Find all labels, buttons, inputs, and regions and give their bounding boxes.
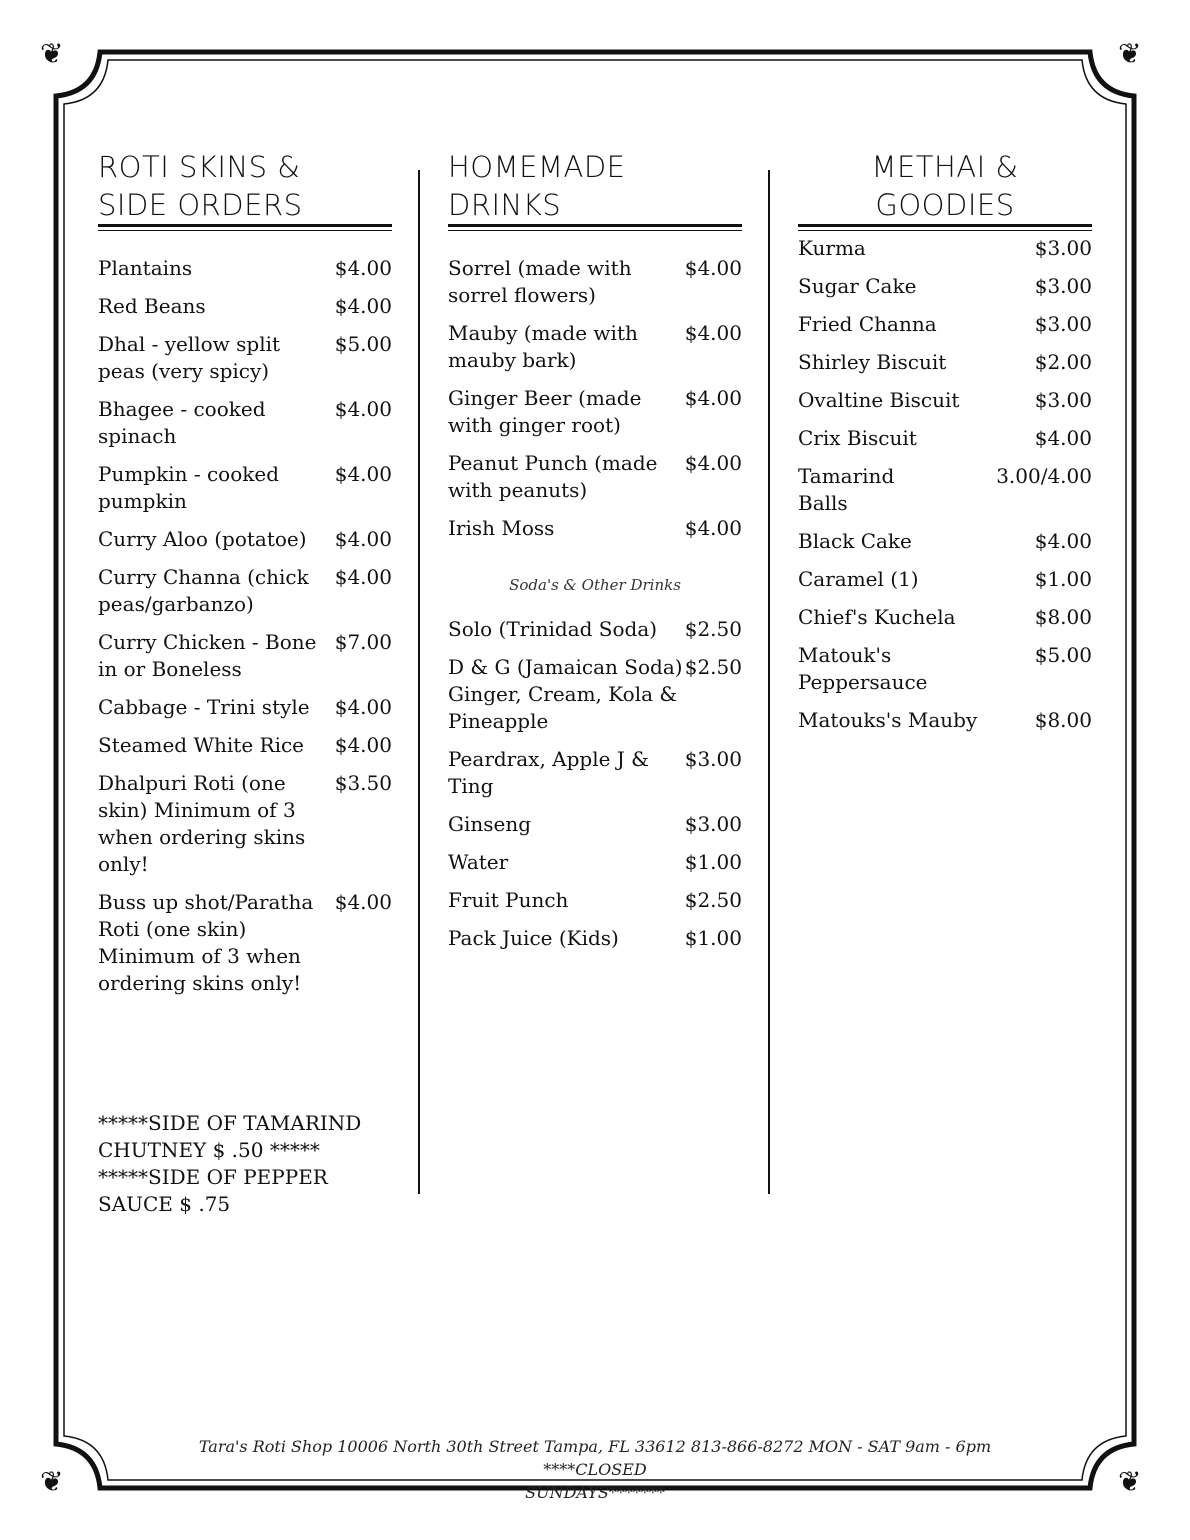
section-heading bbox=[448, 148, 742, 224]
menu-item bbox=[798, 387, 1092, 414]
item-name: Kurma bbox=[798, 236, 866, 260]
item-name: Tamarind Balls bbox=[798, 464, 895, 515]
menu-item bbox=[98, 526, 392, 553]
item-name: Shirley Biscuit bbox=[798, 350, 947, 374]
menu-item bbox=[98, 732, 392, 759]
item-name: Curry Channa (chick peas/garbanzo) bbox=[98, 565, 309, 616]
item-price: $1.00 bbox=[684, 850, 742, 874]
item-name: Plantains bbox=[98, 256, 193, 280]
menu-item bbox=[98, 396, 392, 450]
item-price: $4.00 bbox=[334, 527, 392, 551]
menu-item bbox=[98, 694, 392, 721]
item-price: $8.00 bbox=[1034, 605, 1092, 629]
item-name: Steamed White Rice bbox=[98, 733, 305, 757]
item-price: $4.00 bbox=[334, 695, 392, 719]
item-name: Caramel (1) bbox=[798, 567, 919, 591]
column-divider bbox=[418, 170, 420, 1194]
heading-line: DRINKS bbox=[448, 188, 562, 222]
menu-item bbox=[98, 293, 392, 320]
item-name: Crix Biscuit bbox=[798, 426, 917, 450]
heading-line: SIDE ORDERS bbox=[98, 188, 303, 222]
item-price: $2.00 bbox=[1034, 350, 1092, 374]
menu-item bbox=[798, 566, 1092, 593]
column-methai-goodies bbox=[798, 148, 1092, 745]
item-name: Buss up shot/Paratha Roti (one skin) Minimum of 3 when ordering skins only! bbox=[98, 890, 314, 995]
item-name: Curry Aloo (potatoe) bbox=[98, 527, 307, 551]
item-price: $4.00 bbox=[334, 294, 392, 318]
menu-item bbox=[448, 616, 742, 643]
item-price: $1.00 bbox=[1034, 567, 1092, 591]
side-sauce-note bbox=[98, 1110, 392, 1218]
corner-ornament-top-left-icon: ❦ bbox=[40, 37, 64, 70]
corner-ornament-bottom-right-icon: ❦ bbox=[1118, 1465, 1142, 1498]
menu-item bbox=[448, 515, 742, 542]
menu-item bbox=[98, 331, 392, 385]
item-name: Mauby (made with mauby bark) bbox=[448, 321, 638, 372]
item-name: Matouk's Peppersauce bbox=[798, 643, 928, 694]
menu-item bbox=[448, 654, 742, 735]
item-price: $2.50 bbox=[684, 655, 742, 679]
menu-item bbox=[798, 604, 1092, 631]
item-name: Pack Juice (Kids) bbox=[448, 926, 619, 950]
item-price: $3.00 bbox=[1034, 274, 1092, 298]
menu-item bbox=[448, 925, 742, 952]
menu-item bbox=[798, 463, 1092, 517]
footer-line: Tara's Roti Shop 10006 North 30th Street Tampa, FL 33612 813-866-8272 MON - SAT 9am - 6pm ****CLOSED bbox=[198, 1437, 992, 1479]
item-name: Fried Channa bbox=[798, 312, 937, 336]
item-name: Solo (Trinidad Soda) bbox=[448, 617, 658, 641]
item-price: $7.00 bbox=[334, 630, 392, 654]
item-name: Ovaltine Biscuit bbox=[798, 388, 960, 412]
item-price: $4.00 bbox=[334, 462, 392, 486]
menu-item bbox=[798, 273, 1092, 300]
note-line: SAUCE $ .75 bbox=[98, 1192, 231, 1216]
item-name: Sugar Cake bbox=[798, 274, 917, 298]
footer-line: SUNDAYS******* bbox=[525, 1483, 665, 1502]
item-name: Dhalpuri Roti (one skin) Minimum of 3 when ordering skins only! bbox=[98, 771, 306, 876]
item-price: $4.00 bbox=[684, 386, 742, 410]
heading-rule bbox=[798, 224, 1092, 231]
column-roti-skins bbox=[98, 148, 392, 1008]
menu-item bbox=[98, 889, 392, 997]
menu-item bbox=[98, 564, 392, 618]
item-name: Cabbage - Trini style bbox=[98, 695, 310, 719]
item-name: Sorrel (made with sorrel flowers) bbox=[448, 256, 632, 307]
heading-line: METHAI & bbox=[871, 150, 1019, 184]
menu-item bbox=[798, 425, 1092, 452]
item-price: $3.00 bbox=[1034, 236, 1092, 260]
corner-ornament-top-right-icon: ❦ bbox=[1118, 37, 1142, 70]
item-name: Black Cake bbox=[798, 529, 912, 553]
menu-item bbox=[98, 629, 392, 683]
menu-item bbox=[798, 311, 1092, 338]
menu-item bbox=[798, 642, 1092, 696]
item-price: $4.00 bbox=[334, 256, 392, 280]
item-name: Curry Chicken - Bone in or Boneless bbox=[98, 630, 317, 681]
item-name: Chief's Kuchela bbox=[798, 605, 956, 629]
item-price: $4.00 bbox=[334, 890, 392, 914]
item-name: Pumpkin - cooked pumpkin bbox=[98, 462, 280, 513]
menu-item bbox=[798, 528, 1092, 555]
menu-item bbox=[448, 746, 742, 800]
menu-item bbox=[448, 320, 742, 374]
item-name: Water bbox=[448, 850, 509, 874]
heading-rule bbox=[98, 224, 392, 231]
item-name: D & G (Jamaican Soda) Ginger, Cream, Kola & Pineapple bbox=[448, 655, 683, 733]
item-price: $2.50 bbox=[684, 617, 742, 641]
item-name: Peardrax, Apple J & Ting bbox=[448, 747, 649, 798]
item-name: Irish Moss bbox=[448, 516, 555, 540]
item-name: Fruit Punch bbox=[448, 888, 569, 912]
item-price: $5.00 bbox=[334, 332, 392, 356]
item-price: $3.00 bbox=[684, 747, 742, 771]
item-price: $4.00 bbox=[684, 516, 742, 540]
heading-line: ROTI SKINS & bbox=[98, 150, 301, 184]
item-price: 3.00/4.00 bbox=[996, 464, 1092, 488]
menu-item bbox=[98, 461, 392, 515]
item-price: $1.00 bbox=[684, 926, 742, 950]
item-price: $3.00 bbox=[684, 812, 742, 836]
column-divider bbox=[768, 170, 770, 1194]
menu-item bbox=[448, 450, 742, 504]
menu-item bbox=[98, 255, 392, 282]
item-price: $2.50 bbox=[684, 888, 742, 912]
menu-item bbox=[98, 770, 392, 878]
item-price: $4.00 bbox=[684, 256, 742, 280]
menu-item bbox=[798, 707, 1092, 734]
menu-item bbox=[448, 811, 742, 838]
item-name: Ginseng bbox=[448, 812, 532, 836]
item-price: $4.00 bbox=[334, 397, 392, 421]
footer-address bbox=[150, 1435, 1040, 1504]
item-price: $3.00 bbox=[1034, 388, 1092, 412]
section-heading bbox=[98, 148, 392, 224]
note-line: CHUTNEY $ .50 ***** bbox=[98, 1138, 320, 1162]
corner-ornament-bottom-left-icon: ❦ bbox=[40, 1465, 64, 1498]
item-price: $4.00 bbox=[684, 321, 742, 345]
item-name: Bhagee - cooked spinach bbox=[98, 397, 266, 448]
heading-line: HOMEMADE bbox=[448, 150, 626, 184]
menu-item bbox=[448, 255, 742, 309]
column-homemade-drinks bbox=[448, 148, 742, 963]
item-price: $4.00 bbox=[684, 451, 742, 475]
item-name: Red Beans bbox=[98, 294, 206, 318]
item-price: $4.00 bbox=[334, 733, 392, 757]
item-name: Ginger Beer (made with ginger root) bbox=[448, 386, 642, 437]
heading-rule bbox=[448, 224, 742, 231]
menu-item bbox=[448, 849, 742, 876]
section-heading bbox=[798, 148, 1092, 224]
item-price: $3.00 bbox=[1034, 312, 1092, 336]
item-price: $5.00 bbox=[1034, 643, 1092, 667]
note-line: *****SIDE OF TAMARIND bbox=[98, 1111, 362, 1135]
item-price: $3.50 bbox=[334, 771, 392, 795]
item-price: $4.00 bbox=[1034, 529, 1092, 553]
subheading: Soda's & Other Drinks bbox=[509, 576, 681, 594]
note-line: *****SIDE OF PEPPER bbox=[98, 1165, 328, 1189]
item-price: $4.00 bbox=[1034, 426, 1092, 450]
menu-item bbox=[448, 385, 742, 439]
item-name: Matouks's Mauby bbox=[798, 708, 978, 732]
heading-line: GOODIES bbox=[875, 188, 1015, 222]
item-name: Peanut Punch (made with peanuts) bbox=[448, 451, 658, 502]
item-name: Dhal - yellow split peas (very spicy) bbox=[98, 332, 281, 383]
menu-item bbox=[798, 349, 1092, 376]
menu-item bbox=[798, 235, 1092, 262]
item-price: $4.00 bbox=[334, 565, 392, 589]
menu-item bbox=[448, 887, 742, 914]
item-price: $8.00 bbox=[1034, 708, 1092, 732]
